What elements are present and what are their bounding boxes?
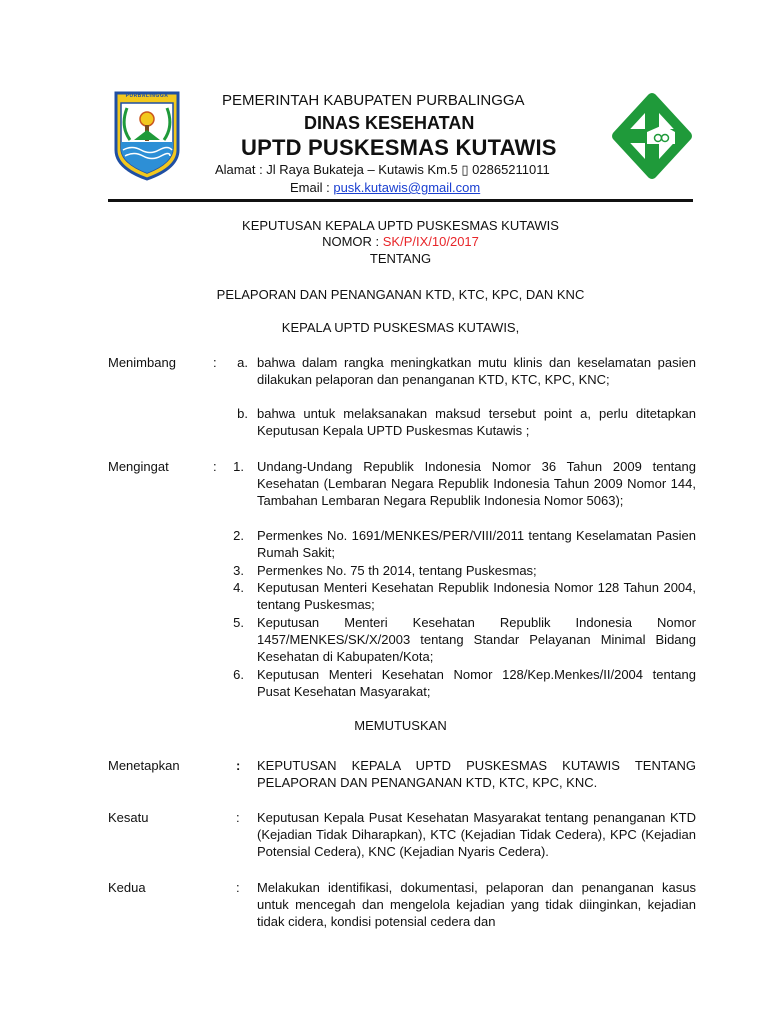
kedua-label: Kedua <box>108 880 146 895</box>
email-label: Email : <box>290 180 334 195</box>
mengingat-item: Keputusan Menteri Kesehatan Republik Indonesia Nomor 128 Tahun 2004, tentang Puskesmas; <box>257 580 696 612</box>
mengingat-item: Keputusan Menteri Kesehatan Nomor 128/Kep.Menkes/II/2004 tentang Pusat Kesehatan Masyarakat; <box>257 667 696 699</box>
mengingat-num: 4. <box>233 580 244 595</box>
memutuskan-heading: MEMUTUSKAN <box>354 718 447 733</box>
gov-line: PEMERINTAH KABUPATEN PURBALINGGA <box>222 92 525 109</box>
mengingat-item: Keputusan Menteri Kesehatan Republik Indonesia Nomor 1457/MENKES/SK/X/2003 tentang Standar Pelayanan Minimal Bidang Kesehatan di Kabupaten/Kota; <box>257 615 696 664</box>
menetapkan-colon: : <box>236 758 241 773</box>
official-title: KEPALA UPTD PUSKESMAS KUTAWIS, <box>281 320 520 335</box>
menimbang-label: Menimbang <box>108 355 176 370</box>
menimbang-item: bahwa untuk melaksanakan maksud tersebut point a, perlu ditetapkan Keputusan Kepala UPTD Puskesmas Kutawis ; <box>257 406 696 438</box>
regency-emblem-logo <box>108 90 186 182</box>
mengingat-num: 3. <box>233 563 244 578</box>
mengingat-num: 6. <box>233 667 244 682</box>
mengingat-label: Mengingat <box>108 459 169 474</box>
kesatu-label: Kesatu <box>108 810 149 825</box>
menimbang-colon: : <box>213 355 217 370</box>
mengingat-colon: : <box>213 459 217 474</box>
mengingat-item: Permenkes No. 75 th 2014, tentang Puskesmas; <box>257 563 537 578</box>
emblem-banner-text: PURBALINGGA <box>125 93 169 99</box>
decree-subject: PELAPORAN DAN PENANGANAN KTD, KTC, KPC, DAN KNC <box>216 287 585 302</box>
kedua-text: Melakukan identifikasi, dokumentasi, pelaporan dan penanganan kasus untuk mencegah dan mengelola kejadian yang tidak diinginkan, kejadian tidak cidera, kondisi potensial cedera dan <box>257 880 696 929</box>
kesatu-text: Keputusan Kepala Pusat Kesehatan Masyarakat tentang penanganan KTD (Kejadian Tidak Diharapkan), KTC (Kejadian Tidak Cedera), KPC (Kejadian Potensial Cedera), KNC (Kejadian Nyaris Cedera). <box>257 810 696 859</box>
menimbang-num: a. <box>237 355 248 370</box>
nomor-value: SK/P/IX/10/2017 <box>382 234 479 249</box>
nomor-label: NOMOR : <box>322 234 383 249</box>
mengingat-num: 5. <box>233 615 244 630</box>
mengingat-item: Permenkes No. 1691/MENKES/PER/VIII/2011 tentang Keselamatan Pasien Rumah Sakit; <box>257 528 696 560</box>
unit-line: UPTD PUSKESMAS KUTAWIS <box>241 135 557 160</box>
menimbang-num: b. <box>237 406 248 421</box>
menetapkan-text: KEPUTUSAN KEPALA UPTD PUSKESMAS KUTAWIS TENTANG PELAPORAN DAN PENANGANAN KTD, KTC, KPC, KNC. <box>257 758 696 790</box>
email-link[interactable]: pusk.kutawis@gmail.com <box>333 180 481 195</box>
header-rule <box>108 199 693 202</box>
menimbang-item: bahwa dalam rangka meningkatkan mutu klinis dan keselamatan pasien dilakukan pelaporan dan penanganan KTD, KTC, KPC, KNC; <box>257 355 696 387</box>
tentang-heading: TENTANG <box>369 251 432 266</box>
mengingat-item: Undang-Undang Republik Indonesia Nomor 36 Tahun 2009 tentang Kesehatan (Lembaran Negara Republik Indonesia Tahun 2009 Nomor 144, Tambahan Lembaran Negara Republik Indonesia Nomor 5063); <box>257 459 696 508</box>
menetapkan-label: Menetapkan <box>108 758 180 773</box>
decree-title: KEPUTUSAN KEPALA UPTD PUSKESMAS KUTAWIS <box>242 218 559 233</box>
dept-line: DINAS KESEHATAN <box>304 113 475 133</box>
kesatu-colon: : <box>236 810 240 825</box>
kedua-colon: : <box>236 880 240 895</box>
puskesmas-logo <box>609 92 695 180</box>
decree-number <box>108 234 693 249</box>
address-line: Alamat : Jl Raya Bukateja – Kutawis Km.5 ▯ 02865211011 <box>215 162 550 177</box>
email-line <box>290 180 480 195</box>
mengingat-num: 1. <box>233 459 244 474</box>
mengingat-num: 2. <box>233 528 244 543</box>
